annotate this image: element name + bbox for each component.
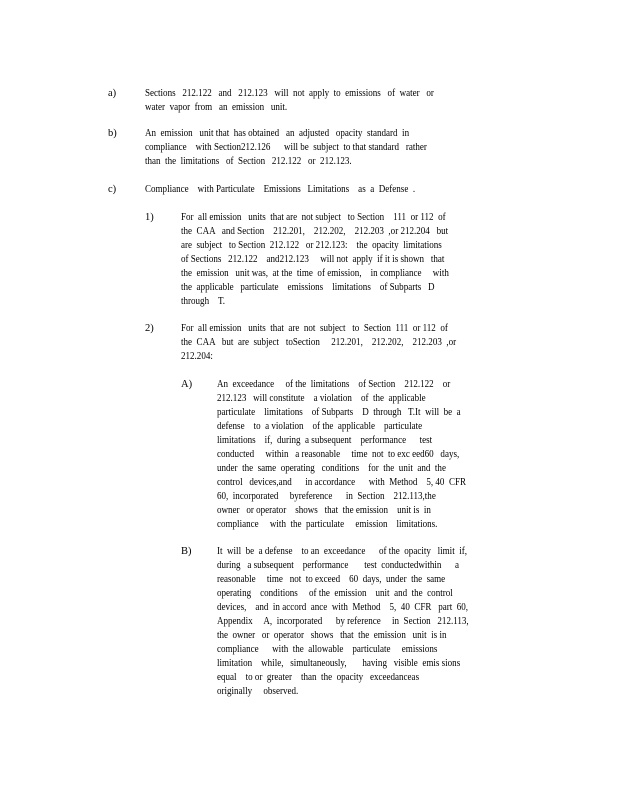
text-line: 212.204: bbox=[181, 351, 213, 362]
text-line: 60, incorporated byreference in Section 212.113,the bbox=[217, 491, 436, 502]
subparagraph-c2-text bbox=[181, 322, 501, 364]
text-line: the owner or operator shows that the emission unit is in bbox=[217, 630, 447, 641]
text-line: An exceedance of the limitations of Section 212.122 or bbox=[217, 379, 451, 390]
paragraph-c-marker: c) bbox=[108, 184, 117, 195]
subparagraph-c1-text bbox=[181, 211, 492, 309]
clause-c2b-marker: B) bbox=[181, 546, 192, 557]
text-line: control devices,and in accordance with Method 5, 40 CFR bbox=[217, 477, 467, 488]
subparagraph-c1-marker: 1) bbox=[145, 212, 154, 223]
paragraph-a-marker: a) bbox=[108, 88, 117, 99]
paragraph-b-text bbox=[145, 127, 473, 169]
text-line: It will be a defense to an exceedance of the opacity limit if, bbox=[217, 546, 468, 557]
text-line: devices, and in accord ance with Method 5, 40 CFR part 60, bbox=[217, 602, 469, 613]
text-line: during a subsequent performance test conductedwithin a bbox=[217, 560, 459, 571]
paragraph-c-heading bbox=[145, 183, 459, 197]
text-line: water vapor from an emission unit. bbox=[145, 102, 288, 113]
text-line: equal to or greater than the opacity exceedanceas bbox=[217, 672, 420, 683]
text-line: 212.123 will constitute a violation of the applicable bbox=[217, 393, 426, 404]
text-line: the CAA and Section 212.201, 212.202, 212.203 ,or 212.204 but bbox=[181, 226, 449, 237]
text-line: reasonable time not to exceed 60 days, under the same bbox=[217, 574, 446, 585]
text-line: An emission unit that has obtained an adjusted opacity standard in bbox=[145, 128, 410, 139]
text-line: For all emission units that are not subject to Section 111 or 112 of bbox=[181, 323, 448, 334]
text-line: under the same operating conditions for the unit and the bbox=[217, 463, 446, 474]
text-line: Appendix A, incorporated by reference in Section 212.113, bbox=[217, 616, 469, 627]
clause-c2b-text bbox=[217, 545, 510, 699]
text-line: originally observed. bbox=[217, 686, 299, 697]
text-line: compliance with the particulate emission limitations. bbox=[217, 519, 438, 530]
text-line: compliance with the allowable particulate emissions bbox=[217, 644, 438, 655]
text-line: limitation while, simultaneously, having visible emis sions bbox=[217, 658, 461, 669]
text-line: the emission unit was, at the time of emission, in compliance with bbox=[181, 268, 449, 279]
text-line: conducted within a reasonable time not to exc eed60 days, bbox=[217, 449, 460, 460]
text-line: the CAA but are subject toSection 212.201, 212.202, 212.203 ,or bbox=[181, 337, 457, 348]
text-line: than the limitations of Section 212.122 or 212.123. bbox=[145, 156, 352, 167]
text-line: Sections 212.122 and 212.123 will not apply to emissions of water or bbox=[145, 88, 434, 99]
text-line: Compliance with Particulate Emissions Limitations as a Defense . bbox=[145, 184, 416, 195]
text-line: limitations if, during a subsequent performance test bbox=[217, 435, 433, 446]
text-line: compliance with Section212.126 will be subject to that standard rather bbox=[145, 142, 427, 153]
text-line: operating conditions of the emission unit and the control bbox=[217, 588, 453, 599]
text-line: particulate limitations of Subparts D through T.It will be a bbox=[217, 407, 461, 418]
clause-c2a-marker: A) bbox=[181, 379, 193, 390]
text-line: through T. bbox=[181, 296, 226, 307]
clause-c2a-text bbox=[217, 378, 507, 532]
text-line: are subject to Section 212.122 or 212.123: the opacity limitations bbox=[181, 240, 442, 251]
subparagraph-c2-marker: 2) bbox=[145, 323, 154, 334]
text-line: owner or operator shows that the emission unit is in bbox=[217, 505, 431, 516]
paragraph-a-text bbox=[145, 87, 481, 115]
paragraph-b-marker: b) bbox=[108, 128, 117, 139]
text-line: of Sections 212.122 and212.123 will not apply if it is shown that bbox=[181, 254, 445, 265]
text-line: For all emission units that are not subject to Section 111 or 112 of bbox=[181, 212, 446, 223]
text-line: the applicable particulate emissions limitations of Subparts D bbox=[181, 282, 435, 293]
text-line: defense to a violation of the applicable particulate bbox=[217, 421, 423, 432]
